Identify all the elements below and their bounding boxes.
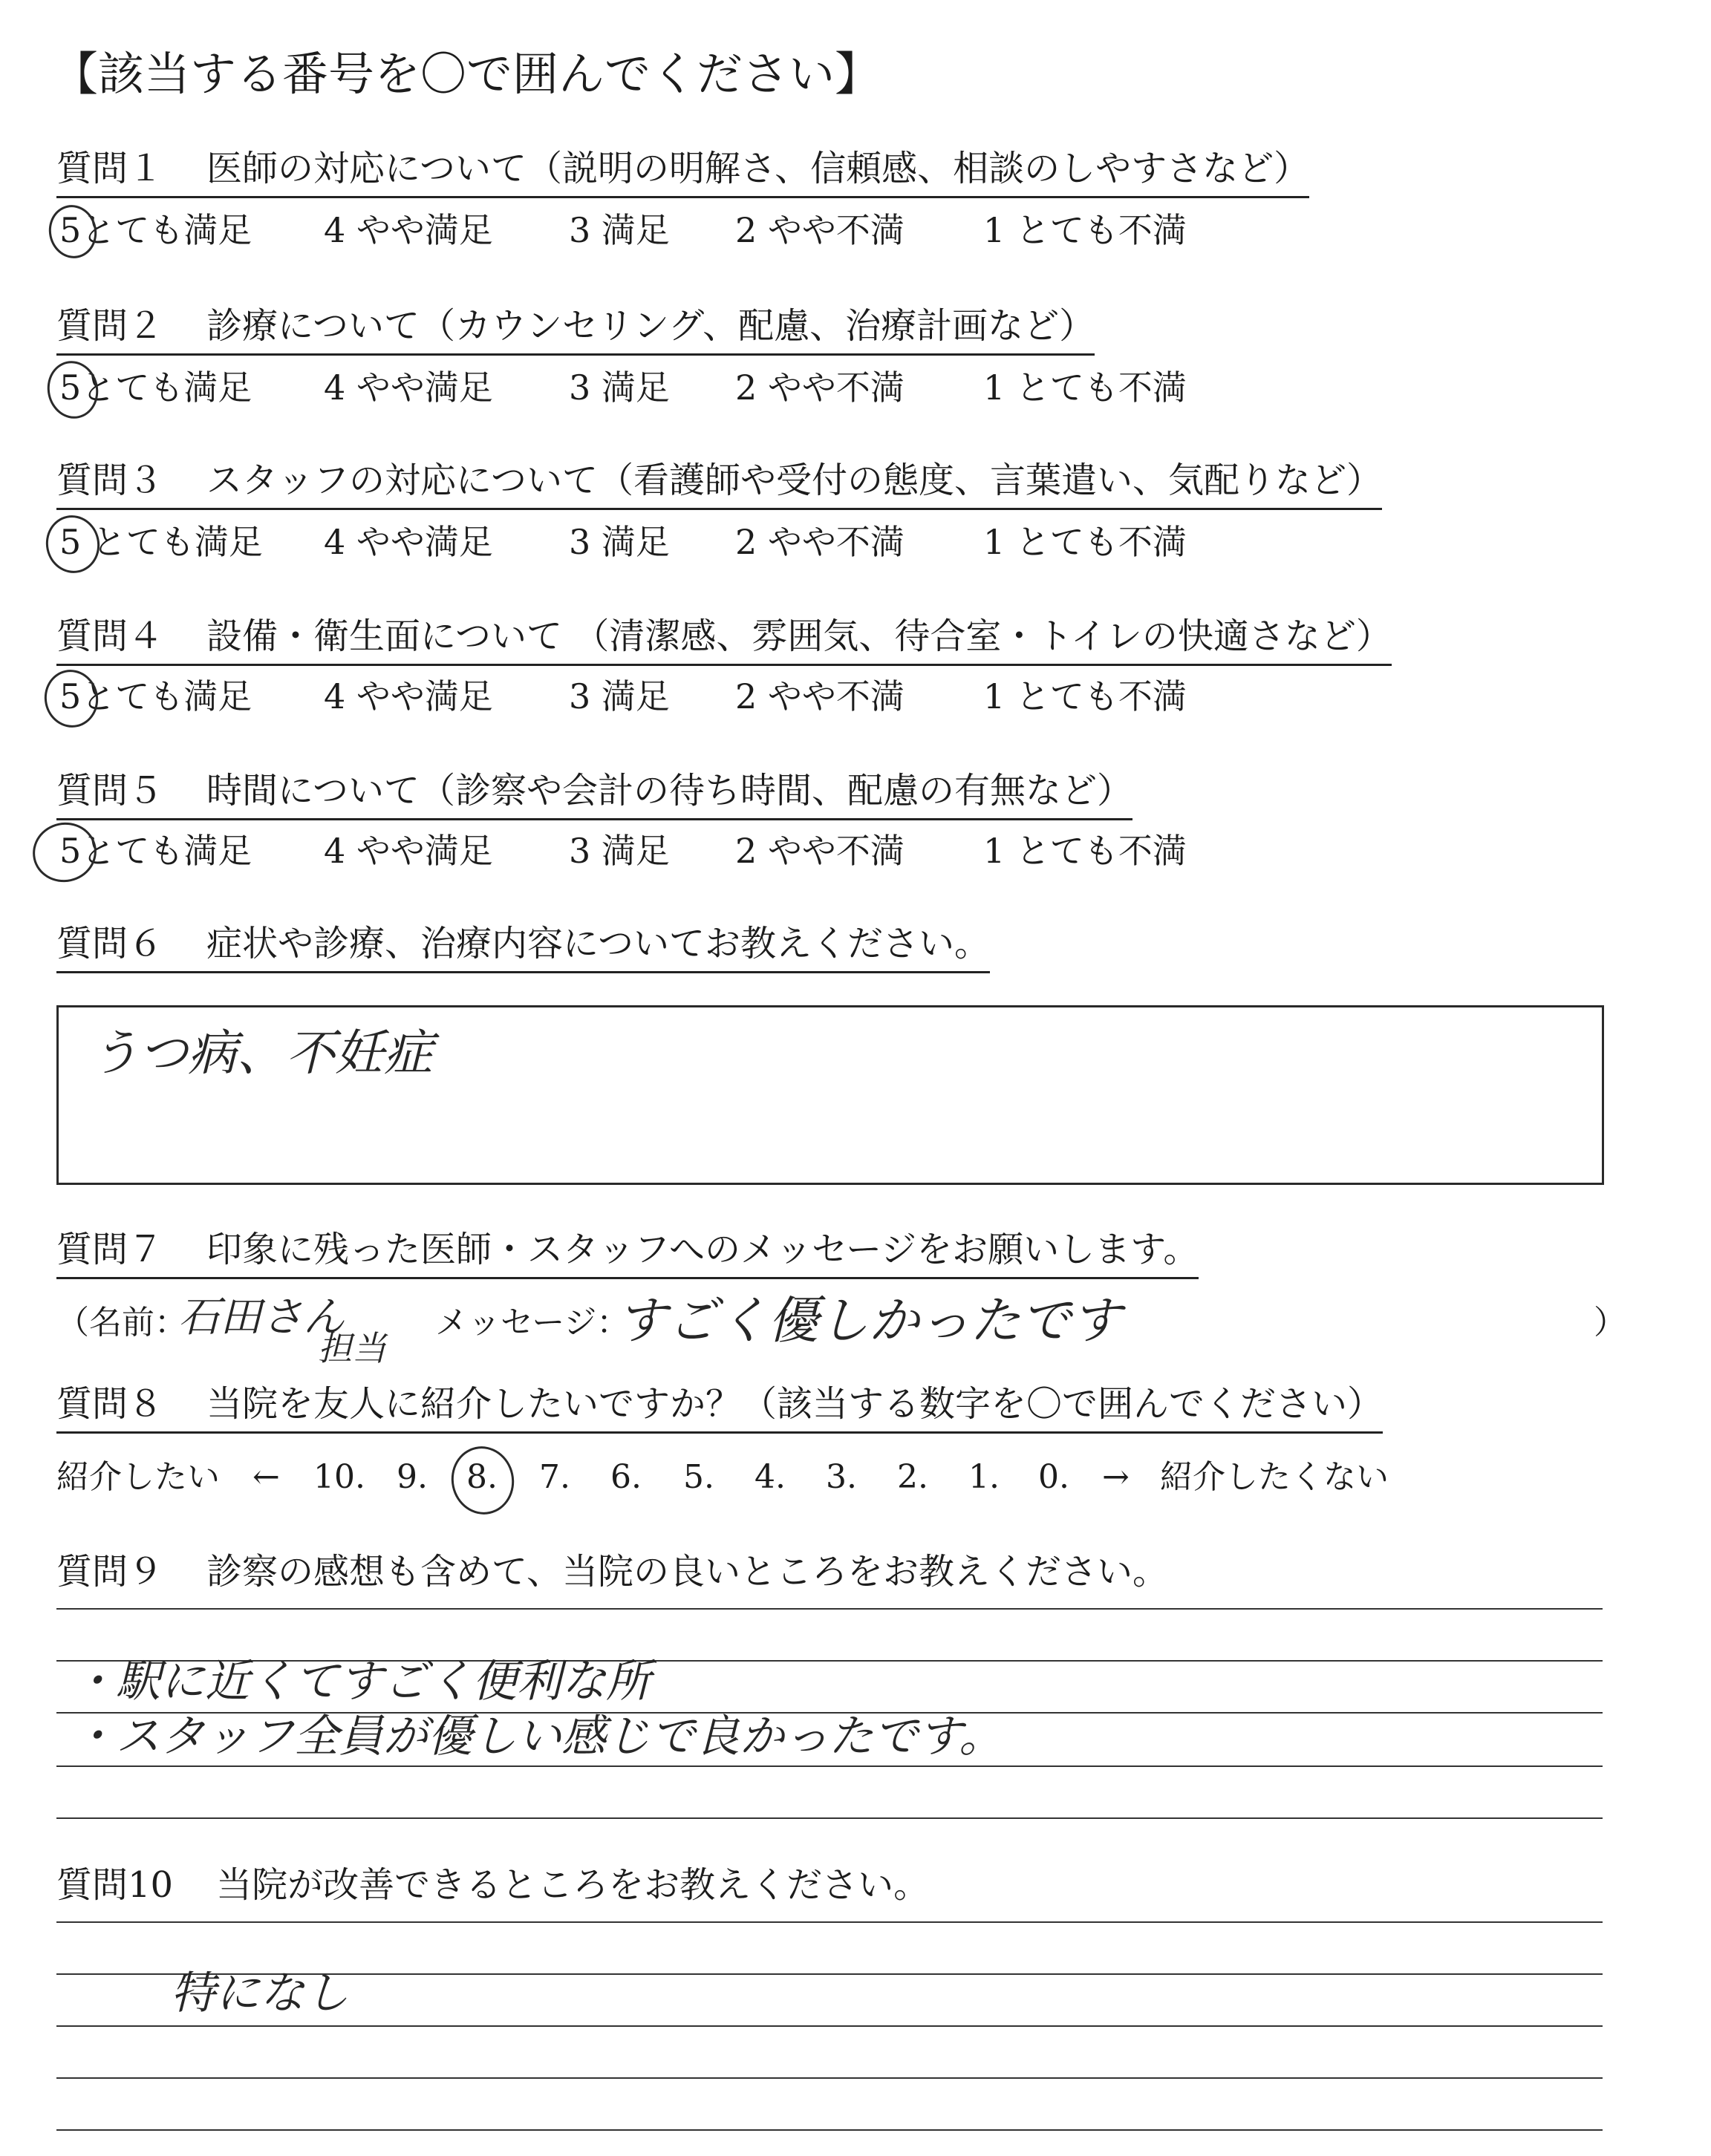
option-5[interactable]: 5 とても満足 <box>59 522 263 562</box>
recommend-scale <box>56 1455 1616 1500</box>
answer-line <box>56 2025 1603 2027</box>
answer-line <box>56 2077 1603 2079</box>
option-1[interactable]: 1 とても不満 <box>983 368 1187 408</box>
scale-5[interactable]: 5. <box>683 1458 714 1496</box>
selection-circle <box>27 817 102 888</box>
option-1[interactable]: 1 とても不満 <box>983 831 1187 871</box>
rating-scale-1 <box>59 208 1322 252</box>
option-5[interactable]: 5とても満足 <box>59 210 252 250</box>
option-5[interactable]: 5とても満足 <box>59 831 252 871</box>
handwritten-message[interactable]: すごく優しかったです <box>616 1292 1122 1350</box>
question-1-label: 質問１ <box>56 148 164 189</box>
option-1[interactable]: 1 とても不満 <box>983 676 1187 716</box>
option-3[interactable]: 3 満足 <box>569 368 670 408</box>
option-1[interactable]: 1 とても不満 <box>983 210 1187 250</box>
option-1[interactable]: 1 とても不満 <box>983 522 1187 562</box>
handwritten-answer-9-line-1: ・駅に近くてすごく便利な所 <box>71 1656 651 1708</box>
option-4[interactable]: 4 やや満足 <box>324 368 493 408</box>
question-3 <box>56 457 1382 510</box>
name-prefix: （名前： <box>56 1304 187 1342</box>
question-8 <box>56 1381 1383 1434</box>
handwritten-role: 担当 <box>318 1328 386 1368</box>
option-4[interactable]: 4 やや満足 <box>324 831 493 871</box>
answer-line <box>56 2129 1603 2131</box>
recommend-left-label: 紹介したい <box>56 1458 220 1496</box>
question-7 <box>56 1226 1199 1279</box>
question-3-label: 質問３ <box>56 460 164 501</box>
right-arrow-icon: → <box>1102 1458 1130 1496</box>
scale-10[interactable]: 10. <box>313 1458 365 1496</box>
option-3[interactable]: 3 満足 <box>569 210 670 250</box>
question-10-text: 当院が改善できるところをお教えください。 <box>216 1864 930 1906</box>
question-5 <box>56 768 1132 820</box>
option-2[interactable]: 2 やや不満 <box>735 210 905 250</box>
answer-line <box>56 1765 1603 1767</box>
question-2 <box>56 303 1095 356</box>
close-paren: ） <box>1594 1304 1626 1342</box>
scale-3[interactable]: 3. <box>826 1458 857 1496</box>
option-4[interactable]: 4 やや満足 <box>324 676 493 716</box>
rating-scale-5 <box>59 829 1322 873</box>
option-2[interactable]: 2 やや不満 <box>735 368 905 408</box>
question-9-label: 質問９ <box>56 1551 164 1592</box>
scale-8[interactable]: 8. <box>466 1458 498 1496</box>
scale-9[interactable]: 9. <box>397 1458 428 1496</box>
question-6-label: 質問６ <box>56 923 164 964</box>
page-title: 【該当する番号を〇で囲んでください】 <box>52 47 881 101</box>
message-prefix: メッセージ： <box>435 1304 630 1342</box>
rating-scale-2 <box>59 365 1322 410</box>
question-2-text: 診療について（カウンセリング、配慮、治療計画など） <box>206 305 1095 347</box>
option-5[interactable]: 5とても満足 <box>59 368 252 408</box>
question-1 <box>56 146 1309 198</box>
scale-1[interactable]: 1. <box>968 1458 1000 1496</box>
scale-0[interactable]: 0. <box>1038 1458 1069 1496</box>
handwritten-answer-10: 特になし <box>171 1967 349 2019</box>
question-2-label: 質問２ <box>56 305 164 347</box>
option-3[interactable]: 3 満足 <box>569 522 670 562</box>
question-9 <box>56 1549 1168 1595</box>
handwritten-answer-9-line-2: ・スタッフ全員が優しい感じで良かったです。 <box>71 1711 1004 1763</box>
question-10-label: 質問10 <box>56 1864 174 1906</box>
option-3[interactable]: 3 満足 <box>569 831 670 871</box>
rating-scale-3 <box>59 520 1322 564</box>
recommend-right-label: 紹介したくない <box>1160 1458 1389 1496</box>
option-2[interactable]: 2 やや不満 <box>735 831 905 871</box>
option-2[interactable]: 2 やや不満 <box>735 676 905 716</box>
question-9-text: 診察の感想も含めて、当院の良いところをお教えください。 <box>206 1551 1169 1592</box>
option-2[interactable]: 2 やや不満 <box>735 522 905 562</box>
left-arrow-icon: ← <box>252 1458 280 1496</box>
question-8-label: 質問８ <box>56 1383 164 1425</box>
option-3[interactable]: 3 満足 <box>569 676 670 716</box>
question-1-text: 医師の対応について（説明の明解さ、信頼感、相談のしやすさなど） <box>206 148 1310 189</box>
question-6 <box>56 921 990 973</box>
question-7-text: 印象に残った医師・スタッフへのメッセージをお願いします。 <box>206 1229 1199 1270</box>
option-5[interactable]: 5とても満足 <box>59 676 252 716</box>
question-3-text: スタッフの対応について（看護師や受付の態度、言葉遣い、気配りなど） <box>206 460 1383 501</box>
question-7-label: 質問７ <box>56 1229 164 1270</box>
question-8-text: 当院を友人に紹介したいですか？（該当する数字を〇で囲んでください） <box>206 1383 1384 1425</box>
question-4-text: 設備・衛生面について （清潔感、雰囲気、待合室・トイレの快適さなど） <box>206 615 1392 657</box>
handwritten-answer-6: うつ病、不妊症 <box>90 1025 433 1082</box>
question-5-text: 時間について（診察や会計の待ち時間、配慮の有無など） <box>206 770 1133 811</box>
question-10 <box>56 1862 929 1908</box>
question-4 <box>56 613 1392 666</box>
scale-2[interactable]: 2. <box>897 1458 928 1496</box>
answer-line <box>56 1817 1603 1819</box>
answer-line <box>56 1921 1603 1923</box>
option-4[interactable]: 4 やや満足 <box>324 522 493 562</box>
answer-line <box>56 1608 1603 1610</box>
rating-scale-4 <box>59 674 1322 719</box>
scale-4[interactable]: 4. <box>755 1458 786 1496</box>
handwritten-name[interactable]: 石田さん <box>178 1293 345 1342</box>
question-6-text: 症状や診療、治療内容についてお教えください。 <box>206 923 991 964</box>
answer-box-6[interactable] <box>56 1005 1604 1185</box>
question-4-label: 質問４ <box>56 615 164 657</box>
scale-6[interactable]: 6. <box>610 1458 642 1496</box>
selection-circle <box>445 1440 520 1520</box>
scale-7[interactable]: 7. <box>539 1458 570 1496</box>
option-4[interactable]: 4 やや満足 <box>324 210 493 250</box>
question-5-label: 質問５ <box>56 770 164 811</box>
